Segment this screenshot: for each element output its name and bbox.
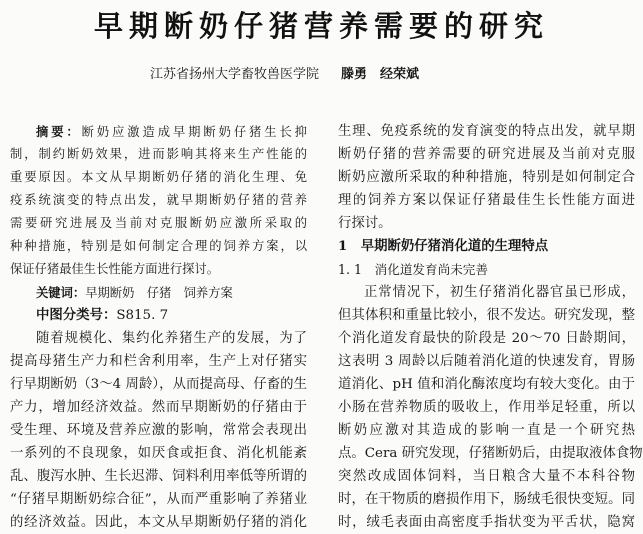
affiliation: 江苏省扬州大学畜牧兽医学院 [150, 67, 320, 82]
abstract-line: 摘要：断奶应激造成早期断奶仔猪生长抑 [36, 124, 307, 139]
body-line: 提高母猪生产力和栏舍利用率，生产上对仔猪实 [10, 354, 307, 369]
body-line: 行早期断奶（3～4 周龄），从而提高母、仔畜的生 [10, 377, 307, 392]
paper-title: 早期断奶仔猪营养需要的研究 [93, 9, 549, 43]
subsection-heading: 1. 1 消化道发育尚未完善 [338, 262, 488, 277]
left-column [10, 120, 307, 534]
body-line: 断奶仔猪的营养需要的研究进展及当前对克服 [338, 147, 635, 162]
body-line: 随着规模化、集约化养猪生产的发展，为了 [36, 331, 307, 346]
authors: 滕勇 经荣斌 [341, 67, 420, 82]
body-line: 理的饲养方案以保证仔猪最佳生长性能方面进 [338, 193, 635, 208]
abstract-line: 制，制约断奶效果，进而影响其将来生产性能的 [10, 147, 307, 161]
body-line: 这表明 3 周龄以后随着消化道的快速发育，胃肠 [338, 354, 635, 369]
abstract-line: 疫系统演变的特点出发，就早期断奶仔猪的营养 [10, 193, 307, 207]
keywords-label: 关键词： [36, 285, 86, 300]
classification-label: 中图分类号： [36, 307, 117, 323]
body-line: “仔猪早期断奶综合征”，从而严重影响了养猪业 [10, 492, 307, 507]
body-line: 受生理、环境及营养应激的影响，常常会表现出 [10, 423, 307, 438]
body-line: 个消化道发育最快的阶段是 20～70 日龄期间， [338, 331, 635, 346]
body-line: 产力，增加经济效益。然而早期断奶的仔猪由于 [10, 400, 307, 415]
body-line: 的经济效益。因此，本文从早期断奶仔猪的消化 [10, 515, 307, 530]
body-line: 时，在干物质的磨损作用下，肠绒毛很快变短。同 [338, 492, 635, 507]
classification-code: S815. 7 [116, 308, 169, 323]
body-line: 小肠在营养物质的吸收上，作用举足轻重，所以 [338, 400, 635, 415]
keywords-line [10, 281, 307, 304]
body-line: 生理、免疫系统的发育演变的特点出发，就早期 [338, 124, 635, 139]
classification-line [10, 304, 307, 327]
body-line: 但其体积和重量比较小，很不发达。研究发现，整 [338, 308, 635, 323]
body-line: 行探讨。 [338, 216, 392, 231]
right-column [338, 120, 643, 534]
body-line: 断奶应激对其造成的影响一直是一个研究热 [338, 423, 635, 438]
keywords: 早期断奶 仔猪 饲养方案 [85, 286, 233, 300]
abstract-line: 保证仔猪最佳生长性能方面进行探讨。 [10, 262, 220, 276]
body-line: 一系列的不良现象，如厌食或拒食、消化机能紊 [10, 446, 307, 461]
body-line: 乱、腹泻水肿、生长迟滞、饲料利用率低等所谓的 [10, 469, 307, 484]
body-line: 断奶应激所采取的种种措施，特别是如何制定合 [338, 170, 635, 185]
affiliation-line [150, 66, 419, 84]
section-heading: 1 早期断奶仔猪消化道的生理特点 [338, 238, 549, 254]
abstract-label: 摘要： [36, 124, 82, 139]
body-line: 正常情况下，初生仔猪消化器官虽已形成， [364, 285, 635, 300]
body-line: 时，绒毛表面由高密度手指状变为平舌状，隐窝 [338, 515, 635, 530]
abstract-line: 重要原因。本文从早期断奶仔猪的消化生理、免 [10, 170, 307, 184]
body-line: 突然改成固体饲料，当日粮含大量不本科谷物 [338, 469, 635, 484]
body-line: 点。Cera 研究发现，仔猪断奶后，由提取液体食物 [338, 446, 643, 461]
abstract-line: 种种措施，特别是如何制定合理的饲养方案，以 [10, 239, 307, 253]
body-line: 道消化、pH 值和消化酶浓度均有较大变化。由于 [338, 377, 635, 392]
abstract-line: 需要研究进展及当前对克服断奶应激所采取的 [10, 216, 307, 230]
